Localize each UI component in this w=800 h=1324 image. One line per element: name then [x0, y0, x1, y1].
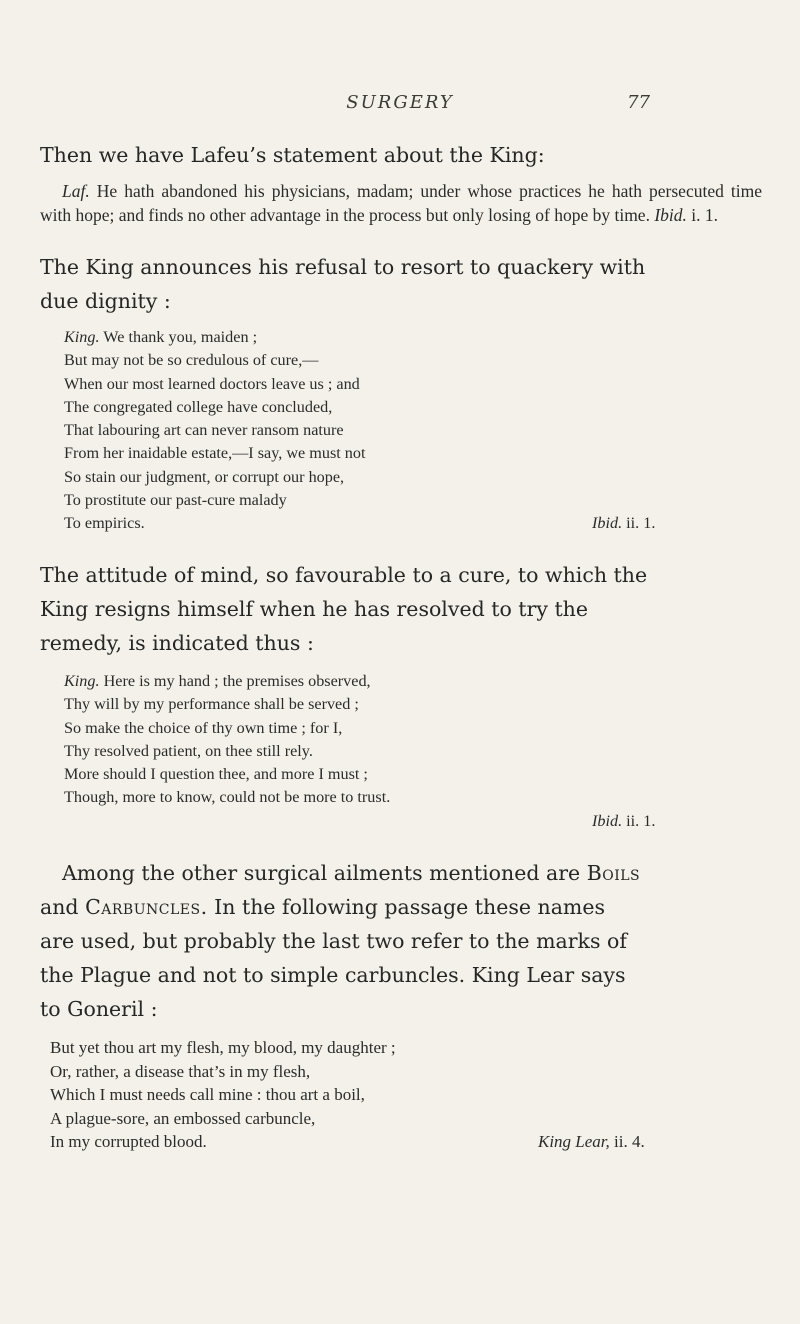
intro-boils-line-2 [40, 890, 762, 924]
term-carbuncles: Carbuncles. [85, 895, 208, 919]
lear-citation [538, 1130, 645, 1153]
term-boils: Boils [586, 861, 641, 885]
text: Among the other surgical ailments mentioned are [62, 861, 581, 885]
verse-line: Thy resolved patient, on thee still rely. [64, 741, 313, 760]
verse-line: In my corrupted blood. [50, 1132, 207, 1151]
verse-line: Thy will by my performance shall be served ; [64, 695, 359, 714]
verse-line: That labouring art can never ransom nature [64, 421, 344, 440]
verse-text: Here is my hand ; the premises observed, [103, 672, 371, 690]
citation-work: Ibid. [592, 514, 623, 532]
verse-line: More should I question thee, and more I must ; [64, 765, 368, 784]
verse-line: From her inaidable estate,—I say, we must not [64, 444, 366, 463]
verse-line: So stain our judgment, or corrupt our hope, [64, 467, 345, 486]
intro-attitude-line-3: remedy, is indicated thus : [40, 631, 314, 655]
intro-attitude-line-1: The attitude of mind, so favourable to a cure, to which the [40, 563, 648, 587]
intro-attitude-line-2: King resigns himself when he has resolved to try the [40, 597, 589, 621]
page-number: 77 [627, 92, 650, 113]
king-resigns-speaker: King. [64, 672, 100, 690]
verse-line: But yet thou art my flesh, my blood, my daughter ; [50, 1038, 396, 1057]
verse-line: Which I must needs call mine : thou art a boil, [50, 1085, 365, 1104]
verse-line: Or, rather, a disease that’s in my flesh, [50, 1061, 311, 1081]
king-refusal-citation [592, 512, 655, 535]
lafeu-citation: Ibid. [654, 204, 687, 225]
verse-line: A plague-sore, an embossed carbuncle, [50, 1108, 316, 1128]
verse-line [64, 326, 366, 349]
verse-line: But may not be so credulous of cure,— [64, 351, 319, 370]
intro-boils-line-1 [40, 856, 762, 890]
verse-line: When our most learned doctors leave us ; and [64, 374, 360, 393]
king-resigns-verse [64, 670, 390, 810]
intro-boils-paragraph [40, 856, 762, 1026]
citation-ref: ii. 1. [626, 514, 656, 532]
citation-ref: ii. 4. [614, 1132, 645, 1151]
citation-work: Ibid. [592, 812, 623, 830]
verse-line: The congregated college have concluded, [64, 397, 333, 416]
lafeu-citation-ref: i. 1. [691, 204, 719, 225]
verse-line: To empirics. [64, 514, 145, 533]
citation-ref: ii. 1. [626, 812, 656, 830]
lafeu-quote-text: He hath abandoned his physicians, madam; under whose practices he hath persecuted time with hope; and finds no other advantage in the process but only losing of hope by time. [40, 181, 762, 225]
text: and [40, 895, 79, 919]
text: In the following passage these names [214, 895, 606, 919]
citation-work: King Lear, [538, 1132, 610, 1151]
intro-boils-line-4: the Plague and not to simple carbuncles. King Lear says [40, 963, 626, 987]
running-title: SURGERY [346, 92, 454, 113]
king-resigns-citation [592, 810, 655, 833]
verse-line: To prostitute our past-cure malady [64, 491, 287, 510]
verse-line [64, 670, 390, 693]
lafeu-speaker: Laf. [62, 181, 90, 201]
king-refusal-verse [64, 326, 366, 536]
intro-attitude-paragraph [40, 558, 762, 660]
intro-refusal-line-2: due dignity : [40, 289, 171, 313]
intro-boils-line-5: to Goneril : [40, 997, 158, 1021]
verse-line: So make the choice of thy own time ; for I, [64, 718, 343, 737]
verse-text: We thank you, maiden ; [103, 328, 258, 346]
verse-line: Though, more to know, could not be more to trust. [64, 788, 391, 807]
intro-lafeu-paragraph [40, 138, 762, 172]
lear-verse [50, 1036, 396, 1154]
intro-refusal-paragraph [40, 250, 762, 318]
king-refusal-speaker: King. [64, 328, 100, 346]
lafeu-quote [40, 180, 762, 227]
intro-lafeu-text: Then we have Lafeu’s statement about the King: [40, 143, 545, 167]
intro-boils-line-3: are used, but probably the last two refer to the marks of [40, 929, 627, 953]
intro-refusal-line-1: The King announces his refusal to resort to quackery with [40, 255, 646, 279]
